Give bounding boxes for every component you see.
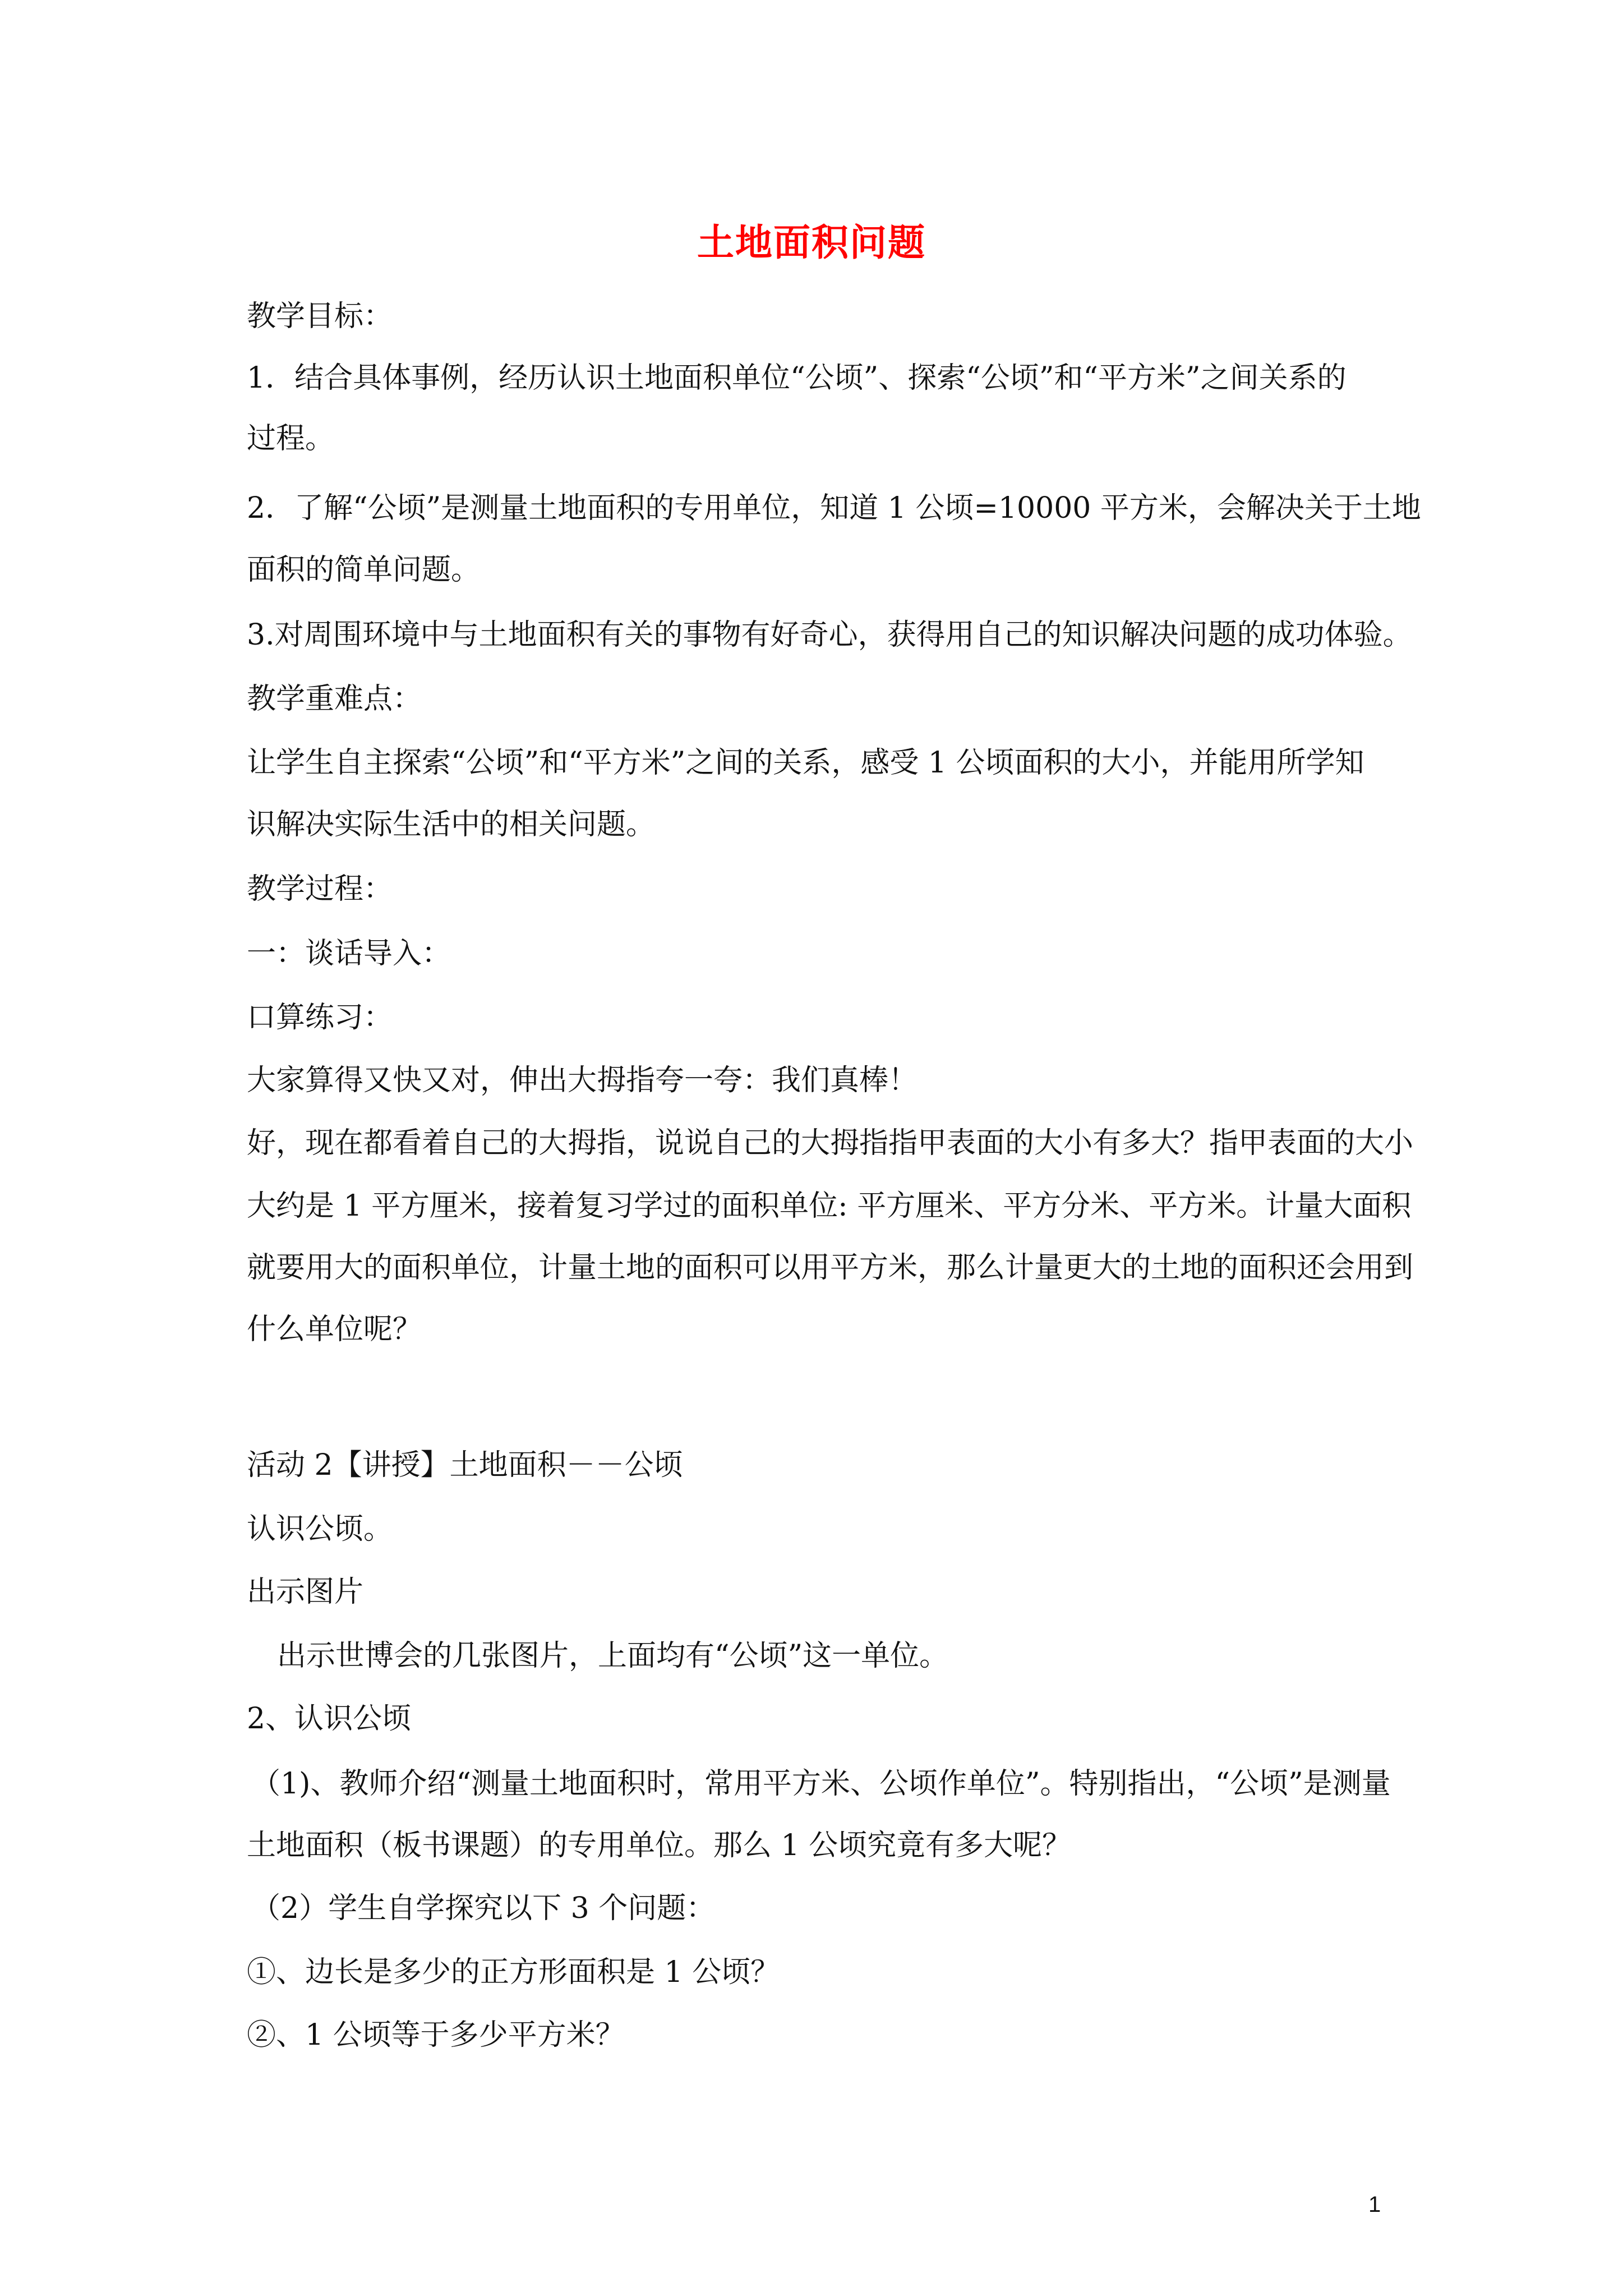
goal-3: 3.对周围环境中与土地面积有关的事物有好奇心，获得用自己的知识解决问题的成功体验。 (247, 618, 1412, 652)
key-points-line-2: 识解决实际生活中的相关问题。 (247, 808, 656, 841)
heading-teaching-process: 教学过程： (247, 872, 393, 906)
intro-paragraph-line-4: 什么单位呢？ (247, 1313, 422, 1346)
goal-1-line-1: 1．结合具体事例，经历认识土地面积单位“公顷”、探索“公顷”和“平方米”之间关系的 (247, 361, 1347, 395)
goal-2-line-1: 2．了解“公顷”是测量土地面积的专用单位，知道 1 公顷=10000 平方米，会解决关于土地 (247, 491, 1421, 525)
heading-teaching-goals: 教学目标： (247, 300, 393, 333)
key-points-line-1: 让学生自主探索“公顷”和“平方米”之间的关系，感受 1 公顷面积的大小，并能用所学知 (247, 746, 1364, 780)
intro-paragraph-line-2: 大约是 1 平方厘米，接着复习学过的面积单位: 平方厘米、平方分米、平方米。计量大面积 (247, 1189, 1412, 1223)
document-title: 土地面积问题 (697, 220, 926, 264)
recognize-hectare-2: 2、认识公顷 (247, 1702, 412, 1736)
heading-key-points: 教学重难点： (247, 682, 422, 716)
page-number: 1 (1368, 2192, 1381, 2217)
goal-1-line-2: 过程。 (247, 422, 335, 455)
question-1: ①、边长是多少的正方形面积是 1 公顷？ (247, 1955, 780, 1989)
teacher-intro-line-2: 土地面积（板书课题）的专用单位。那么 1 公顷究竟有多大呢？ (247, 1829, 1072, 1862)
recognize-hectare: 认识公顷。 (247, 1512, 393, 1546)
oral-practice-heading: 口算练习： (247, 1001, 393, 1034)
section-intro-heading: 一：谈话导入： (247, 937, 451, 970)
teacher-intro-line-1: （1)、教师介绍“测量土地面积时，常用平方米、公顷作单位”。特别指出，“公顷”是测量 (251, 1767, 1391, 1801)
activity-2-heading: 活动 2【讲授】土地面积－－公顷 (247, 1448, 683, 1482)
praise-line: 大家算得又快又对，伸出大拇指夸一夸：我们真棒！ (247, 1064, 918, 1097)
intro-paragraph-line-1: 好，现在都看着自己的大拇指，说说自己的大拇指指甲表面的大小有多大？指甲表面的大小 (247, 1126, 1414, 1160)
expo-pictures-line: 出示世博会的几张图片，上面均有“公顷”这一单位。 (277, 1639, 949, 1673)
show-pictures: 出示图片 (247, 1575, 364, 1609)
goal-2-line-2: 面积的简单问题。 (247, 553, 481, 587)
question-2: ②、1 公顷等于多少平方米？ (247, 2018, 625, 2052)
self-study-heading: （2）学生自学探究以下 3 个问题： (251, 1892, 716, 1925)
intro-paragraph-line-3: 就要用大的面积单位，计量土地的面积可以用平方米，那么计量更大的土地的面积还会用到 (247, 1251, 1414, 1285)
